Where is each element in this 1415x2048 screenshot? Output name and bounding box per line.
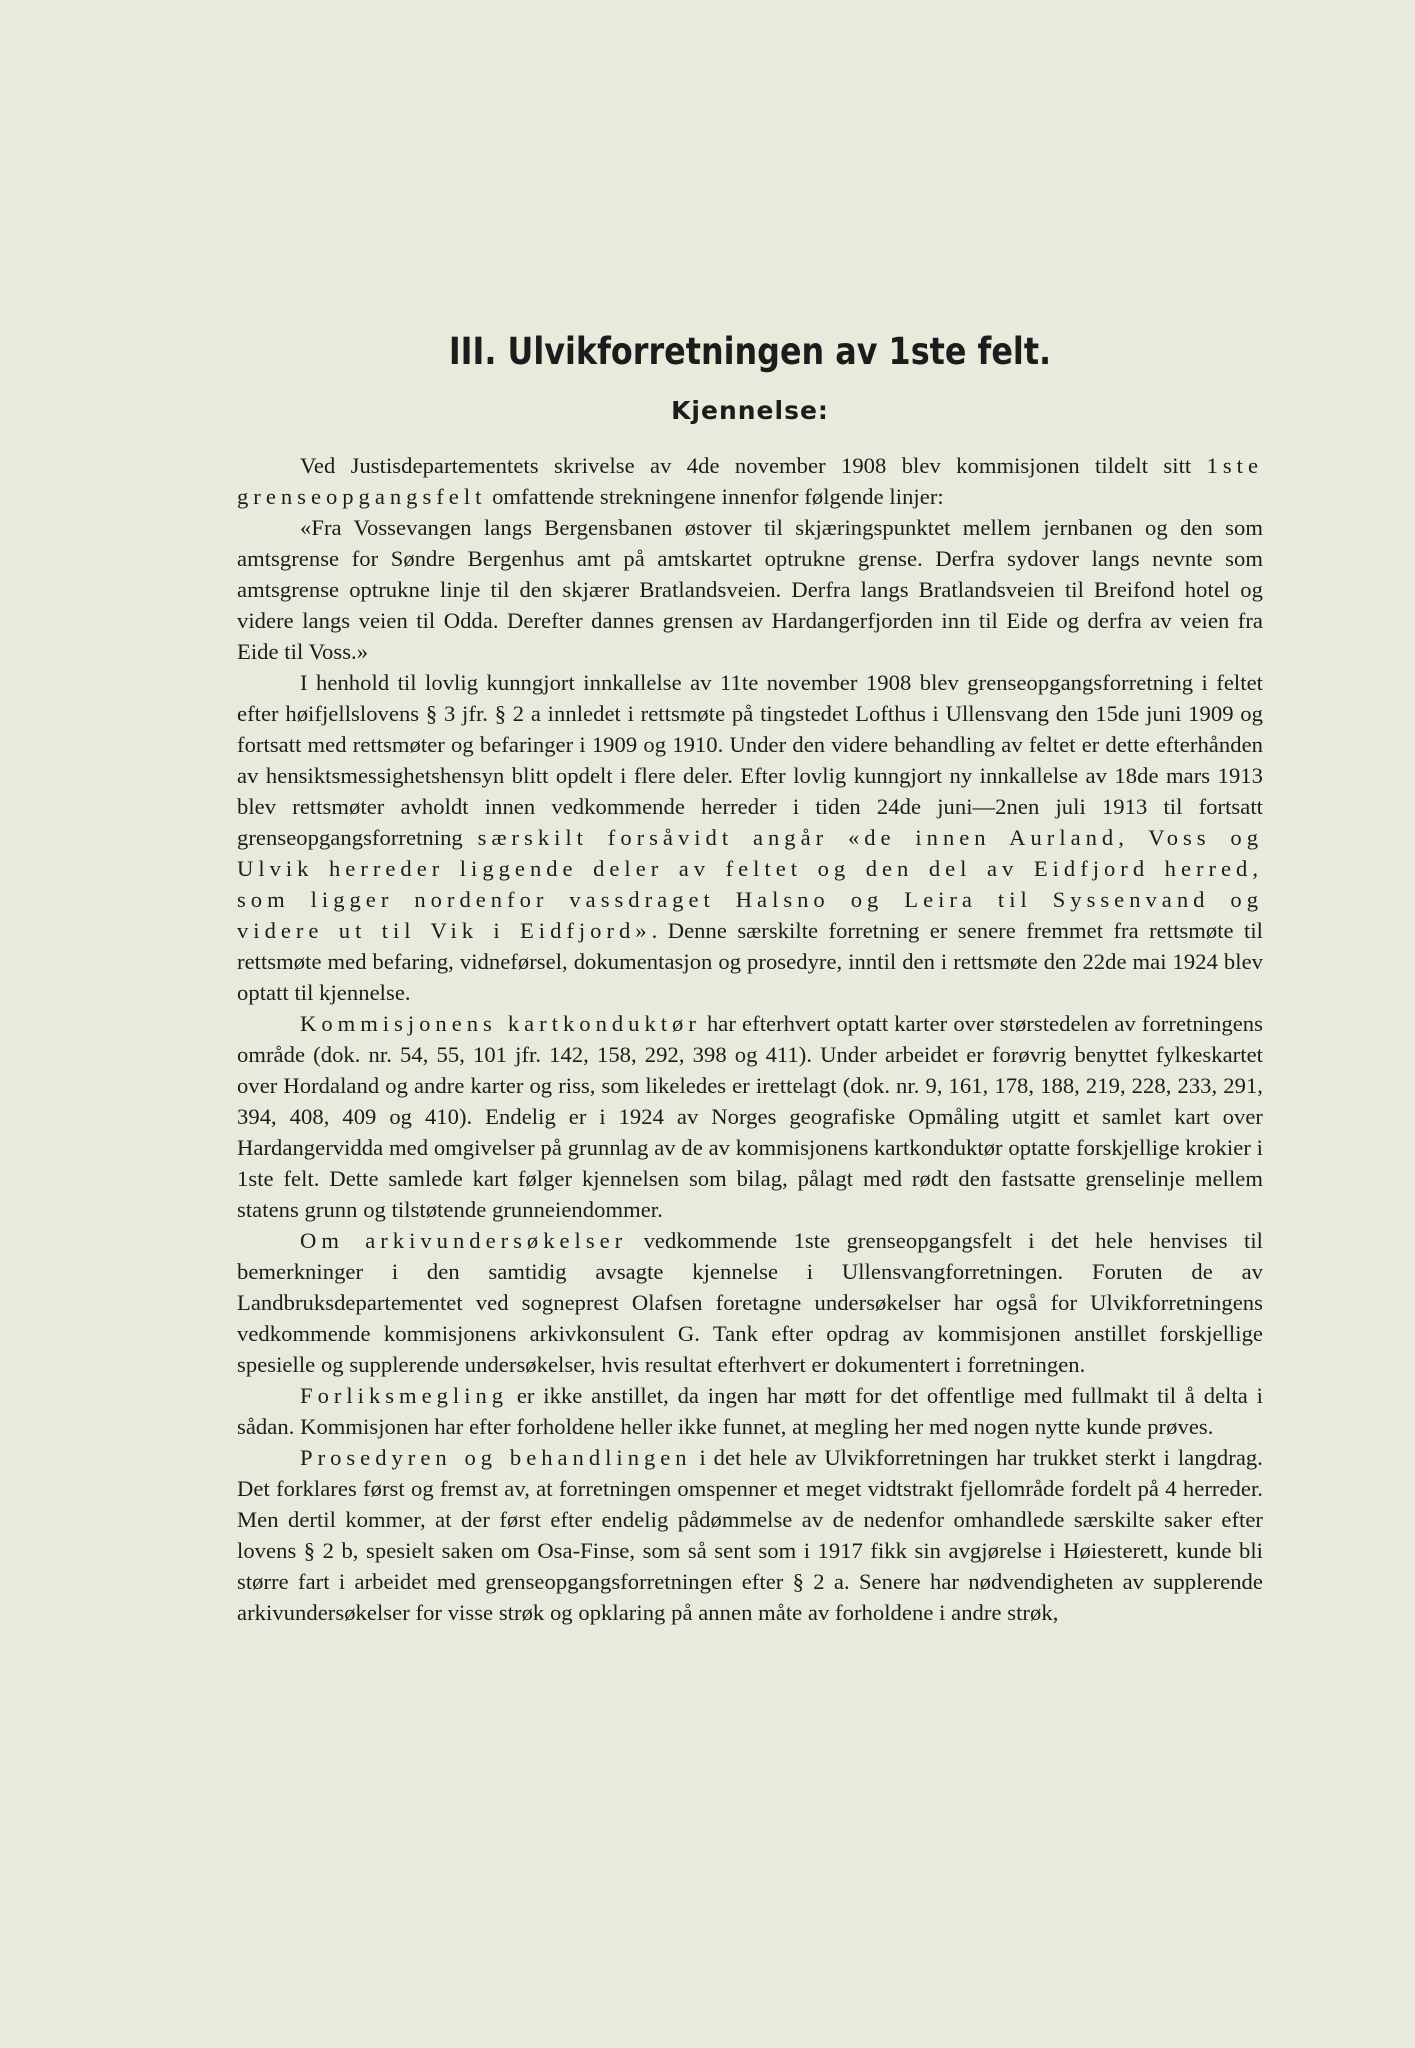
spaced-emphasis: 1ste grenseopgangsfelt bbox=[237, 453, 1263, 509]
text-run: vedkommende 1ste grenseopgangsfelt i det hele henvises til bemerkninger i den samtidig avsagte kjennelse i Ullensvangforretningen. Foruten de av Landbruksdepartementet ved sogneprest Olafsen foretagne undersøkelser har også for Ulvikforretningens vedkommende kommisjonens arkivkonsulent G. Tank efter opdrag av kommisjonen anstillet forskjellige spesielle og supplerende undersøkelser, hvis resultat efterhvert er dokumentert i forretningen. bbox=[237, 1228, 1263, 1377]
text-run: «Fra Vossevangen langs Bergensbanen østover til skjæringspunktet mellem jernbanen og den som amtsgrense for Søndre Bergenhus amt på amtskartet optrukne grense. Derfra sydover langs nevnte som amtsgrense optrukne linje til den skjærer Bratlandsveien. Derfra langs Bratlandsveien til Breifond hotel og videre langs veien til Odda. Derefter dannes grensen av Hardangerfjorden inn til Eide og derfra av veien fra Eide til Voss.» bbox=[237, 515, 1263, 664]
text-column bbox=[237, 328, 1263, 1628]
spaced-emphasis: Prosedyren og behandlingen bbox=[300, 1445, 692, 1470]
spaced-emphasis: Forliksmegling bbox=[300, 1383, 509, 1408]
paragraph bbox=[237, 1008, 1263, 1225]
text-run: har efterhvert optatt karter over størstedelen av forretningens område (dok. nr. 54, 55, 101 jfr. 142, 158, 292, 398 og 411). Under arbeidet er forøvrig benyttet fylkeskartet over Hordaland og andre karter og riss, som likeledes er irettelagt (dok. nr. 9, 161, 178, 188, 219, 228, 233, 291, 394, 408, 409 og 410). Endelig er i 1924 av Norges geografiske Opmåling utgitt et samlet kart over Hardangervidda med omgivelser på grunnlag av de av kommisjonens kartkonduktør optatte forskjellige krokier i 1ste felt. Dette samlede kart følger kjennelsen som bilag, pålagt med rødt den fastsatte grenselinje mellem statens grunn og tilstøtende grunneiendommer. bbox=[237, 1011, 1263, 1222]
paragraph bbox=[237, 1380, 1263, 1442]
text-run: omfattende strekningene innenfor følgende linjer: bbox=[486, 484, 944, 509]
spaced-emphasis: Om arkivundersøkelser bbox=[300, 1228, 628, 1253]
text-run: . Denne særskilte forretning er senere fremmet fra rettsmøte til rettsmøte med befaring, vidneførsel, dokumentasjon og prosedyre, inntil den i rettsmøte den 22de mai 1924 blev optatt til kjennelse. bbox=[237, 918, 1264, 1005]
paragraph bbox=[237, 1442, 1263, 1628]
section-heading: Kjennelse: bbox=[671, 396, 829, 425]
paragraph bbox=[237, 512, 1263, 667]
text-run: er ikke anstillet, da ingen har møtt for det offentlige med fullmakt til å delta i sådan. Kommisjonen har efter forholdene heller ikke funnet, at megling her med nogen nytte kunde prøves. bbox=[237, 1383, 1263, 1439]
text-run: I henhold til lovlig kunngjort innkallelse av 11te november 1908 blev grenseopgangsforretning i feltet efter høifjellslovens § 3 jfr. § 2 a innledet i rettsmøte på tingstedet Lofthus i Ullensvang den 15de juni 1909 og fortsatt med rettsmøter og befaringer i 1909 og 1910. Under den videre behandling av feltet er dette efterhånden av hensiktsmessighetshensyn blitt opdelt i flere deler. Efter lovlig kunngjort ny innkallelse av 18de mars 1913 blev rettsmøter avholdt innen vedkommende herreder i tiden 24de juni—2nen juli 1913 til fortsatt grenseopgangsforretning bbox=[237, 670, 1263, 850]
spaced-emphasis: Kommisjonens kartkonduktør bbox=[300, 1011, 701, 1036]
body-text bbox=[237, 450, 1263, 1628]
text-run: i det hele av Ulvikforretningen har trukket sterkt i langdrag. Det forklares først og fremst av, at forretningen omspenner et meget vidtstrakt fjellområde fordelt på 4 herreder. Men dertil kommer, at der først efter endelig pådømmelse av de nedenfor omhandlede særskilte saker efter lovens § 2 b, spesielt saken om Osa-Finse, som så sent som i 1917 fikk sin avgjørelse i Høiesterett, kunde bli større fart i arbeidet med grenseopgangsforretningen efter § 2 a. Senere har nødvendigheten av supplerende arkivundersøkelser for visse strøk og opklaring på annen måte av forholdene i andre strøk, bbox=[237, 1445, 1263, 1625]
text-run: Ved Justisdepartementets skrivelse av 4de november 1908 blev kommisjonen tildelt sitt bbox=[300, 453, 1207, 478]
paragraph bbox=[237, 1225, 1263, 1380]
paragraph bbox=[237, 667, 1263, 1008]
chapter-title: III. Ulvikforretningen av 1ste felt. bbox=[448, 330, 1052, 373]
spaced-emphasis: særskilt forsåvidt angår «de innen Aurland, Voss og Ulvik herreder liggende deler av feltet og den del av Eidfjord herred, som ligger nordenfor vassdraget Halsno og Leira til Syssenvand og videre ut til Vik i Eidfjord» bbox=[237, 825, 1264, 943]
paragraph bbox=[237, 450, 1263, 512]
